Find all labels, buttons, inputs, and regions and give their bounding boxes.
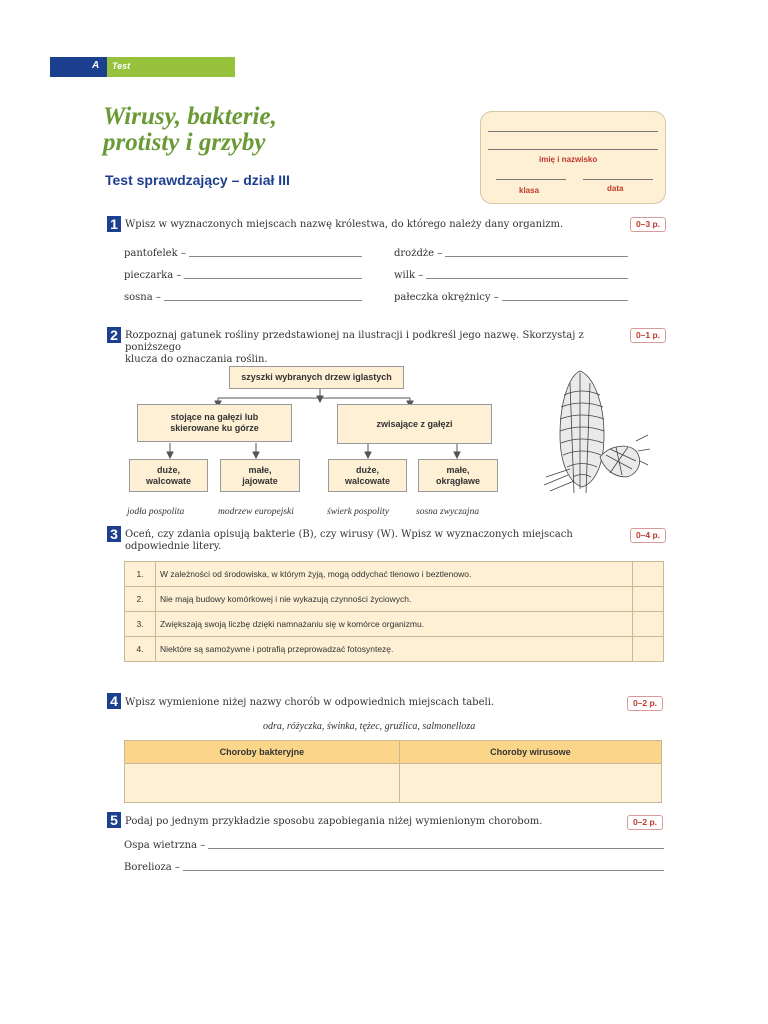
key-branch-upright-box: stojące na gałęzi lub skierowane ku górze	[137, 404, 292, 442]
task3-row-number: 1.	[125, 562, 156, 587]
task3-answer-cell[interactable]	[633, 587, 664, 612]
table-header-row	[125, 741, 662, 764]
date-line[interactable]	[583, 179, 653, 180]
task5-instruction: Podaj po jednym przykładzie sposobu zapobiegania niżej wymienionym chorobom.	[125, 816, 543, 827]
name-label: imię i nazwisko	[539, 155, 598, 164]
task1-answer-line-5[interactable]	[164, 299, 362, 301]
key-branch-hanging-box: zwisające z gałęzi	[337, 404, 492, 444]
task1-instruction: Wpisz w wyznaczonych miejscach nazwę królestwa, do którego należy dany organizm.	[125, 219, 564, 230]
key-leaf-box-2: małe, jajowate	[220, 459, 300, 492]
task2-instruction-line1: Rozpoznaj gatunek rośliny przedstawionej na ilustracji i podkreśl jego nazwę. Skorzystaj z poniższego	[125, 330, 584, 353]
task4-disease-list: odra, różyczka, świnka, tężec, gruźlica, salmonelloza	[263, 721, 476, 732]
table-row	[125, 764, 662, 803]
task3-answer-cell[interactable]	[633, 637, 664, 662]
task4-viral-answer-cell[interactable]	[399, 764, 661, 803]
page-title-line1: Wirusy, bakterie,	[103, 103, 277, 130]
task1-number: 1	[107, 216, 121, 232]
task3-row-number: 3.	[125, 612, 156, 637]
page-subtitle: Test sprawdzający – dział III	[105, 172, 290, 188]
task1-item-2	[394, 248, 628, 259]
name-line-2[interactable]	[488, 149, 658, 150]
task1-item-2-label: drożdże –	[394, 248, 443, 259]
task1-answer-line-6[interactable]	[502, 299, 628, 301]
section-letter: A	[92, 60, 100, 71]
task3-row-text: Zwiększają swoją liczbę dzięki namnażaniu się w komórce organizmu.	[156, 612, 633, 637]
task3-table	[124, 561, 664, 662]
key-leaf-box-3: duże, walcowate	[328, 459, 407, 492]
task2-points: 0–1 p.	[630, 328, 666, 343]
key-root-box: szyszki wybranych drzew iglastych	[229, 366, 404, 389]
task3-row-number: 2.	[125, 587, 156, 612]
class-label: klasa	[519, 186, 540, 195]
task1-item-5-label: sosna –	[124, 292, 161, 303]
task1-item-6	[394, 292, 628, 303]
task5-answer-line-2[interactable]	[183, 869, 664, 871]
table-row	[125, 612, 664, 637]
date-label: data	[607, 184, 624, 193]
task5-number: 5	[107, 812, 121, 828]
species-option-4[interactable]: sosna zwyczajna	[416, 507, 480, 517]
task1-item-4-label: wilk –	[394, 270, 424, 281]
task1-item-3-label: pieczarka –	[124, 270, 182, 281]
task1-points: 0–3 p.	[630, 217, 666, 232]
task1-item-1	[124, 248, 362, 259]
species-option-3[interactable]: świerk pospolity	[327, 507, 390, 517]
key-leaf-box-1: duże, walcowate	[129, 459, 208, 492]
table-row	[125, 637, 664, 662]
task5-item-1-label: Ospa wietrzna –	[124, 840, 206, 851]
task5-item-2	[124, 862, 664, 873]
task1-item-5	[124, 292, 362, 303]
page-title-line2: protisty i grzyby	[103, 129, 266, 156]
table-row	[125, 562, 664, 587]
task3-row-text: Nie mają budowy komórkowej i nie wykazują czynności życiowych.	[156, 587, 633, 612]
section-label: Test	[112, 61, 131, 71]
task1-item-4	[394, 270, 628, 281]
task1-item-3	[124, 270, 362, 281]
species-option-1[interactable]: jodła pospolita	[127, 507, 185, 517]
task1-answer-line-4[interactable]	[426, 277, 628, 279]
task3-points: 0–4 p.	[630, 528, 666, 543]
table-row	[125, 587, 664, 612]
page-title	[103, 104, 433, 156]
task4-number: 4	[107, 693, 121, 709]
task3-instruction-line2: odpowiednie litery.	[125, 541, 222, 552]
task3-instruction	[125, 529, 615, 553]
task1-item-6-label: pałeczka okrężnicy –	[394, 292, 499, 303]
task1-item-1-label: pantofelek –	[124, 248, 186, 259]
task3-instruction-line1: Oceń, czy zdania opisują bakterie (B), czy wirusy (W). Wpisz w wyznaczonych miejscach	[125, 529, 573, 540]
task5-item-1	[124, 840, 664, 851]
task5-points: 0–2 p.	[627, 815, 663, 830]
task4-col-bacterial: Choroby bakteryjne	[125, 741, 400, 764]
key-leaf-box-4: małe, okrągławe	[418, 459, 498, 492]
pine-cone-icon	[540, 365, 650, 495]
task4-instruction: Wpisz wymienione niżej nazwy chorób w odpowiednich miejscach tabeli.	[125, 697, 495, 708]
task4-col-viral: Choroby wirusowe	[399, 741, 661, 764]
task3-answer-cell[interactable]	[633, 612, 664, 637]
name-line-1[interactable]	[488, 131, 658, 132]
task2-number: 2	[107, 327, 121, 343]
species-option-2[interactable]: modrzew europejski	[218, 507, 294, 517]
task1-answer-line-2[interactable]	[445, 255, 628, 257]
task3-row-text: Niektóre są samożywne i potrafią przeprowadzać fotosyntezę.	[156, 637, 633, 662]
name-card	[480, 111, 666, 204]
task4-table	[124, 740, 662, 803]
task1-answer-line-3[interactable]	[184, 277, 362, 279]
task3-row-text: W zależności od środowiska, w którym żyją, mogą oddychać tlenowo i beztlenowo.	[156, 562, 633, 587]
task4-bacterial-answer-cell[interactable]	[125, 764, 400, 803]
task1-answer-line-1[interactable]	[189, 255, 362, 257]
task5-answer-line-1[interactable]	[208, 847, 664, 849]
task3-answer-cell[interactable]	[633, 562, 664, 587]
task3-row-number: 4.	[125, 637, 156, 662]
task3-number: 3	[107, 526, 121, 542]
task4-points: 0–2 p.	[627, 696, 663, 711]
task5-item-2-label: Borelioza –	[124, 862, 180, 873]
task2-instruction-line2: klucza do oznaczania roślin.	[125, 354, 268, 365]
class-line[interactable]	[496, 179, 566, 180]
